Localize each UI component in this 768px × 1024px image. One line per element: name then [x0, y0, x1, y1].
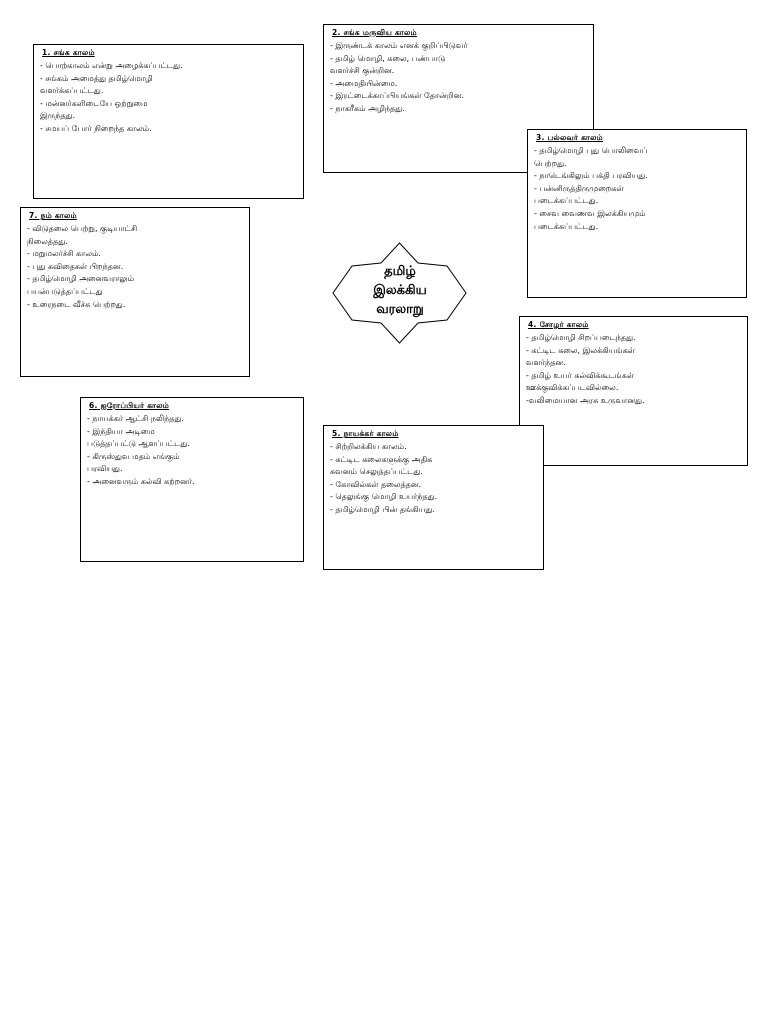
list-item: - தமிழ்மொழி அனைவராலும் பயன்படுத்தப்பட்டது	[27, 274, 135, 296]
list-item: - விடுதலை பெற்று, குடியாட்சி நிலைத்தது.	[27, 224, 138, 246]
list-item: - தமிழ்மொழி புது பொலிவைப் பெற்றது.	[534, 146, 648, 168]
list-item: - தமிழ் மொழி, கலை, பண்பாடு வளர்ச்சி குன்றின.	[330, 53, 446, 76]
period-box-pallava	[527, 129, 747, 298]
list-item: - நாடெங்கிலும் பக்தி பரவியது.	[534, 171, 648, 181]
list-item: - இரட்டைக்காப்பியங்கள் தோன்றின.	[330, 91, 465, 101]
period-title: 4. சோழர் காலம்	[528, 320, 589, 329]
period-title: 7. நம் காலம்	[29, 211, 77, 220]
period-box-chola	[519, 316, 748, 466]
list-item: - தெலுங்கு மொழி உயர்ந்தது.	[330, 492, 438, 502]
list-item: - தமிழ்மொழி சிறப்படைந்தது.	[526, 333, 636, 342]
list-item: - சமயப் போர் நிறைந்த காலம்.	[40, 123, 152, 133]
period-box-european	[80, 397, 304, 562]
list-item: - தமிழ்மொழி பின் தங்கியது.	[330, 504, 435, 514]
list-item: - பன்னிருத்திருமுறைகள் படைக்கப்பட்டது.	[534, 183, 624, 206]
period-title: 6. ஐரோப்பியர் காலம்	[89, 401, 170, 410]
list-item: - கோவில்கள் தலைத்தன.	[330, 479, 422, 489]
period-title: 2. சங்க மருவிய காலம்	[332, 28, 417, 37]
list-item: - அனைவரும் கல்வி கற்றனர்.	[87, 476, 195, 486]
list-item: - உரைநடை வீச்சு பெற்றது.	[27, 299, 126, 309]
list-item: - கட்டிட கலை, இலக்கியங்கள் வளர்ந்தன.	[526, 345, 635, 368]
list-item: - சங்கம் அமைத்து தமிழ்மொழி வளர்க்கப்பட்டது.	[40, 73, 153, 96]
list-item: - சிற்றிலக்கிய காலம்.	[330, 442, 407, 451]
period-box-sangam	[33, 44, 304, 199]
list-item: - நாயக்கர் ஆட்சி நலிந்தது.	[87, 414, 184, 423]
period-title: 3. பல்லவர் காலம்	[536, 133, 603, 142]
list-item: -வலிமையான அரசு உருவானது.	[526, 395, 645, 405]
list-item: - புது கவிதைகள் பிறந்தன.	[27, 261, 124, 271]
list-item: - இந்தியா அடிமை படுத்தப்பட்டு ஆளப்பட்டது.	[87, 426, 190, 449]
period-box-modern	[20, 207, 250, 377]
list-item: - தமிழ் உயர் கல்விக்கூடங்கள் ஊக்குவிக்கப்படவில்லை.	[526, 370, 635, 393]
list-item: - கிருஸ்துவ மதம் எங்கும் பரவியது.	[87, 451, 180, 474]
period-title: 5. நாயக்கர் காலம்	[332, 429, 399, 438]
period-title: 1. சங்க காலம்	[42, 48, 95, 57]
list-item: - அமைதியின்மை.	[330, 78, 398, 88]
period-box-nayak	[323, 425, 544, 570]
list-item: - நாகரீகம் அழிந்தது.	[330, 103, 405, 113]
center-title: தமிழ் இலக்கிய வரலாறு	[373, 264, 427, 317]
list-item: - மன்னர்களிடையே ஒற்றுமை இருந்தது.	[40, 98, 148, 121]
list-item: - சைவ வைணவ இலக்கியமும் படைக்கப்பட்டது.	[534, 208, 646, 231]
list-item: - இருண்டக் காலம் எனக் குறிப்பிடுவர்	[330, 41, 468, 50]
list-item: - மறுமலர்ச்சி காலம்.	[27, 249, 101, 259]
list-item: - கட்டிட கலைகளுக்கு அதிக கவனம் செலுத்தப்பட்டது.	[330, 454, 433, 477]
list-item: - பொற்காலம் என்று அழைக்கப்பட்டது.	[40, 61, 183, 70]
